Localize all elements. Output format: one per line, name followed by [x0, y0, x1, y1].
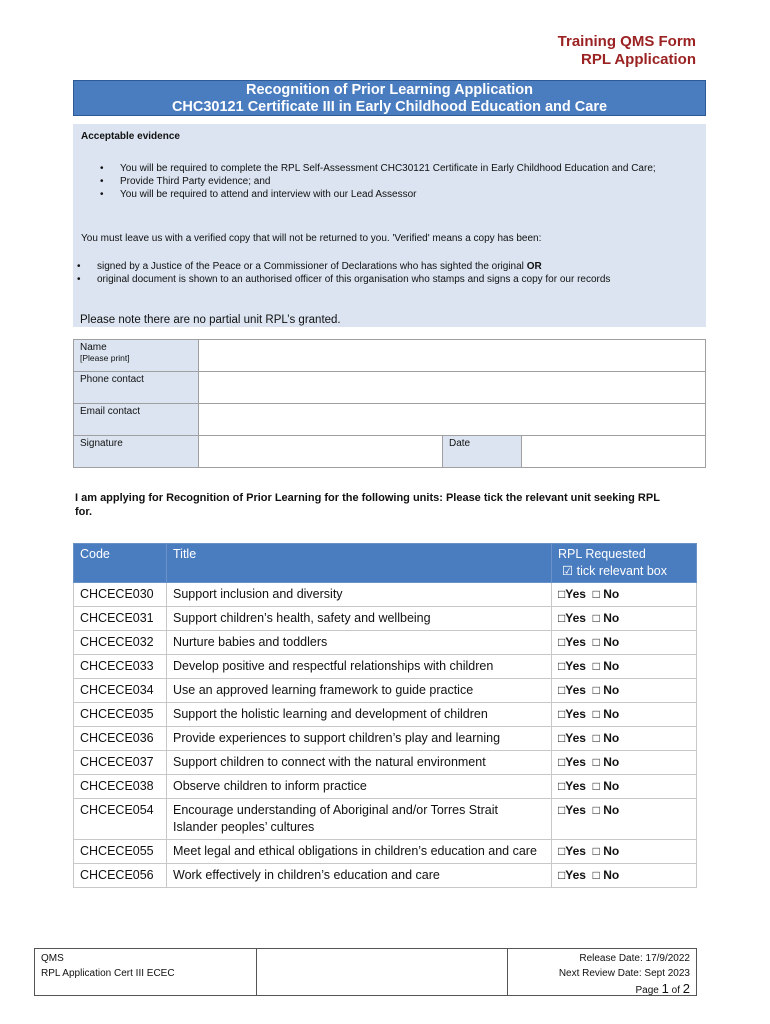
unit-title: Support children’s health, safety and wellbeing [167, 607, 552, 631]
table-row [74, 864, 697, 888]
code-header: Code [74, 544, 167, 583]
rpl-choice [552, 655, 697, 679]
date-label: Date [443, 436, 522, 468]
unit-code: CHCECE055 [74, 840, 167, 864]
verified-item-text: signed by a Justice of the Peace or a Commissioner of Declarations who has sighted the original [97, 261, 527, 272]
unit-code: CHCECE031 [74, 607, 167, 631]
table-row [74, 436, 706, 468]
yes-checkbox[interactable]: □Yes [558, 683, 586, 697]
yes-checkbox[interactable]: □Yes [558, 587, 586, 601]
table-row [74, 840, 697, 864]
bullet-text: You will be required to attend and interview with our Lead Assessor [120, 189, 417, 200]
title-box [73, 80, 706, 116]
table-row [74, 703, 697, 727]
verified-intro: You must leave us with a verified copy that will not be returned to you. 'Verified' means a copy has been: [81, 233, 542, 244]
no-checkbox[interactable]: □ No [592, 611, 620, 625]
yes-checkbox[interactable]: □Yes [558, 803, 586, 817]
unit-code: CHCECE036 [74, 727, 167, 751]
title-line1: Recognition of Prior Learning Application [245, 82, 534, 98]
rpl-choice [552, 840, 697, 864]
rpl-choice [552, 583, 697, 607]
bullet-text: You will be required to complete the RPL Self-Assessment CHC30121 Certificate in Early Childhood Education and Care; [120, 163, 656, 174]
signature-field[interactable] [199, 436, 443, 468]
name-label-cell [74, 340, 199, 372]
footer-right [511, 949, 696, 995]
unit-title: Support children to connect with the natural environment [167, 751, 552, 775]
page-current: 1 [661, 981, 669, 996]
header-line2: RPL Application [580, 51, 696, 68]
applicant-details-table [73, 339, 706, 468]
footer-org: QMS [41, 953, 64, 964]
table-row [74, 583, 697, 607]
yes-checkbox[interactable]: □Yes [558, 755, 586, 769]
unit-code: CHCECE033 [74, 655, 167, 679]
bullet-text: Provide Third Party evidence; and [120, 176, 271, 187]
rpl-choice [552, 703, 697, 727]
no-checkbox[interactable]: □ No [592, 587, 620, 601]
form-header [558, 33, 696, 69]
table-row [74, 372, 706, 404]
bullet-icon: • [100, 176, 104, 187]
yes-checkbox[interactable]: □Yes [558, 707, 586, 721]
unit-title: Support inclusion and diversity [167, 583, 552, 607]
rpl-header-line2: ☑ tick relevant box [562, 564, 667, 578]
no-checkbox[interactable]: □ No [592, 868, 620, 882]
page-prefix: Page [635, 985, 662, 996]
header-line1: Training QMS Form [557, 33, 696, 50]
table-row [74, 775, 697, 799]
page-of: of [668, 985, 683, 996]
no-checkbox[interactable]: □ No [592, 731, 620, 745]
rpl-choice [552, 679, 697, 703]
bullet-icon: • [100, 189, 104, 200]
email-label: Email contact [74, 404, 199, 436]
unit-code: CHCECE032 [74, 631, 167, 655]
date-field[interactable] [522, 436, 706, 468]
table-row [74, 679, 697, 703]
unit-title: Develop positive and respectful relationships with children [167, 655, 552, 679]
yes-checkbox[interactable]: □Yes [558, 844, 586, 858]
unit-code: CHCECE038 [74, 775, 167, 799]
yes-checkbox[interactable]: □Yes [558, 868, 586, 882]
unit-title: Provide experiences to support children’s play and learning [167, 727, 552, 751]
yes-checkbox[interactable]: □Yes [558, 779, 586, 793]
footer-doc: RPL Application Cert III ECEC [41, 968, 175, 979]
no-checkbox[interactable]: □ No [592, 635, 620, 649]
unit-title: Meet legal and ethical obligations in children’s education and care [167, 840, 552, 864]
verified-list [73, 260, 673, 286]
unit-title: Encourage understanding of Aboriginal and/or Torres Strait Islander peoples’ cultures [167, 799, 552, 840]
page-number [517, 981, 690, 998]
verified-item-text: original document is shown to an authorised officer of this organisation who stamps and signs a copy for our records [97, 274, 611, 285]
no-checkbox[interactable]: □ No [592, 707, 620, 721]
no-checkbox[interactable]: □ No [592, 779, 620, 793]
rpl-choice [552, 727, 697, 751]
table-row [74, 727, 697, 751]
page-footer [34, 948, 697, 996]
bullet-icon: • [100, 163, 104, 174]
unit-code: CHCECE056 [74, 864, 167, 888]
release-date: Release Date: 17/9/2022 [579, 953, 690, 964]
phone-field[interactable] [199, 372, 706, 404]
signature-label: Signature [74, 436, 199, 468]
rpl-choice [552, 775, 697, 799]
name-hint: [Please print] [80, 353, 130, 363]
evidence-heading: Acceptable evidence [81, 131, 180, 142]
name-field[interactable] [199, 340, 706, 372]
no-checkbox[interactable]: □ No [592, 755, 620, 769]
next-review-date: Next Review Date: Sept 2023 [558, 968, 690, 979]
unit-title: Nurture babies and toddlers [167, 631, 552, 655]
no-checkbox[interactable]: □ No [592, 803, 620, 817]
email-field[interactable] [199, 404, 706, 436]
page-total: 2 [682, 981, 690, 996]
name-label: Name [80, 342, 107, 353]
unit-code: CHCECE054 [74, 799, 167, 840]
table-row [74, 607, 697, 631]
no-checkbox[interactable]: □ No [592, 683, 620, 697]
footer-middle [257, 949, 508, 995]
rpl-header-line1: RPL Requested [558, 547, 646, 561]
verified-item-or: OR [526, 261, 542, 272]
no-checkbox[interactable]: □ No [592, 844, 620, 858]
table-row [74, 404, 706, 436]
phone-label: Phone contact [74, 372, 199, 404]
rpl-header [552, 544, 697, 583]
table-header-row [74, 544, 697, 583]
unit-code: CHCECE037 [74, 751, 167, 775]
unit-code: CHCECE030 [74, 583, 167, 607]
table-row [74, 799, 697, 840]
list-item [73, 260, 673, 273]
yes-checkbox[interactable]: □Yes [558, 635, 586, 649]
title-line2: CHC30121 Certificate III in Early Childhood Education and Care [171, 99, 608, 115]
yes-checkbox[interactable]: □Yes [558, 731, 586, 745]
bullet-icon: • [77, 274, 81, 285]
no-checkbox[interactable]: □ No [592, 659, 620, 673]
evidence-bullets [73, 162, 673, 201]
footer-left [35, 949, 257, 995]
list-item [73, 162, 673, 175]
unit-title: Observe children to inform practice [167, 775, 552, 799]
table-row [74, 655, 697, 679]
title-header: Title [167, 544, 552, 583]
list-item [73, 188, 673, 201]
units-table [73, 543, 697, 888]
unit-title: Use an approved learning framework to guide practice [167, 679, 552, 703]
unit-code: CHCECE034 [74, 679, 167, 703]
applying-instruction: I am applying for Recognition of Prior Learning for the following units: Please tick the relevant unit seeking RPL for. [75, 492, 660, 518]
unit-code: CHCECE035 [74, 703, 167, 727]
bullet-icon: • [77, 261, 81, 272]
yes-checkbox[interactable]: □Yes [558, 659, 586, 673]
rpl-choice [552, 751, 697, 775]
yes-checkbox[interactable]: □Yes [558, 611, 586, 625]
list-item [73, 273, 673, 286]
unit-title: Support the holistic learning and development of children [167, 703, 552, 727]
partial-rpl-note: Please note there are no partial unit RPL’s granted. [80, 314, 341, 326]
rpl-choice [552, 799, 697, 840]
rpl-choice [552, 631, 697, 655]
table-row [74, 631, 697, 655]
table-row [74, 340, 706, 372]
unit-title: Work effectively in children’s education and care [167, 864, 552, 888]
rpl-choice [552, 607, 697, 631]
list-item [73, 175, 673, 188]
rpl-choice [552, 864, 697, 888]
table-row [74, 751, 697, 775]
evidence-box [73, 124, 706, 327]
